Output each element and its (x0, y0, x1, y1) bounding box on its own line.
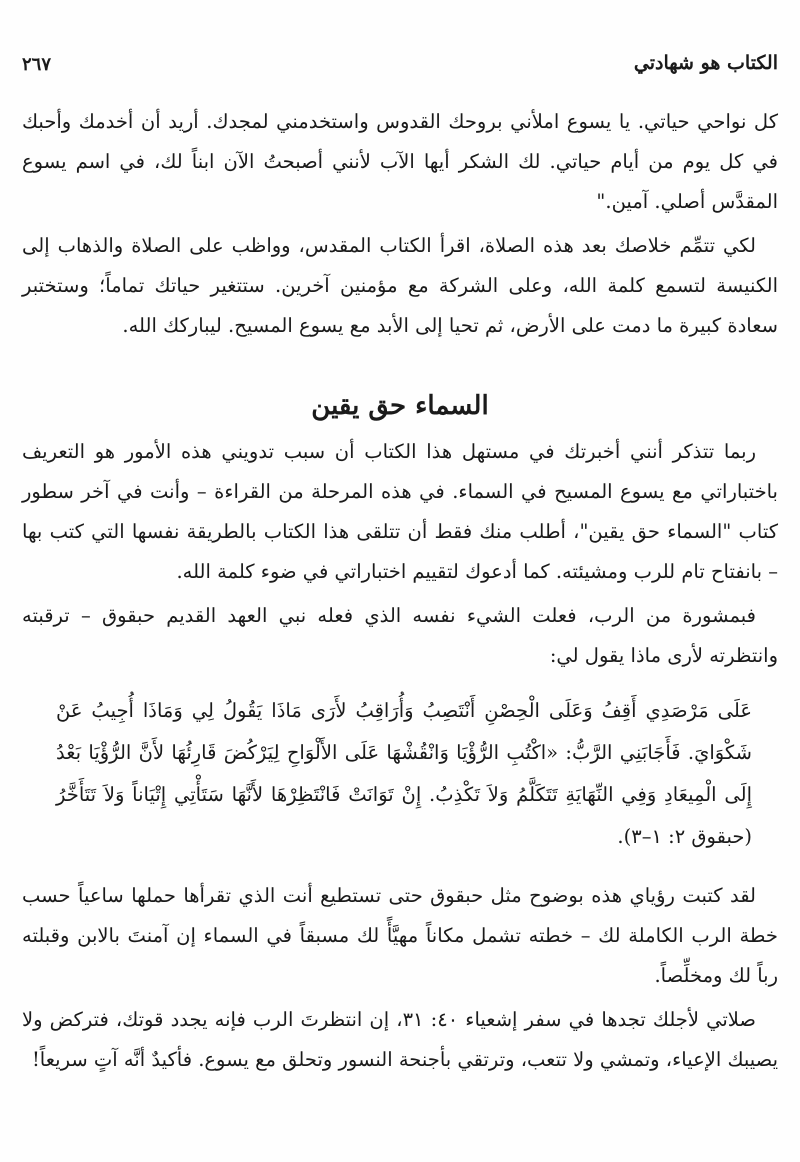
paragraph-prayer-end: كل نواحي حياتي. يا يسوع املأني بروحك القدوس واستخدمني لمجدك. أريد أن أخدمك وأحبك في كل يوم من أيام حياتي. لك الشكر أيها الآب لأنني أصبحتُ الآن ابناً لك، في اسم يسوع المقدَّس أصلي. آمين." (22, 110, 778, 213)
paragraph-prayer-isaiah: صلاتي لأجلك تجدها في سفر إشعياء ٤٠: ٣١، إن انتظرتَ الرب فإنه يجدد قوتك، فتركض ولا يصيبك الإعياء، وتمشي ولا تتعب، وترتقي بأجنحة النسور وتحلق مع يسوع. فأكيدٌ أنَّه آتٍ سريعاً! (22, 1008, 778, 1071)
section-heading: السماء حق يقين (311, 391, 489, 421)
scripture-quote: عَلَى مَرْصَدِي أَقِفُ وَعَلَى الْحِصْنِ أَنْتَصِبُ وَأُرَاقِبُ لأَرَى مَاذَا يَقُولُ لِي وَمَاذَا أُجِيبُ عَنْ شَكْوَايَ. فَأَجَابَنِي الرَّبُّ: «اكْتُبِ الرُّؤْيَا وَانْقُشْهَا عَلَى الأَلْوَاحِ لِيَرْكُضَ قَارِئُهَا لأَنَّ الرُّؤْيَا بَعْدُ إِلَى الْمِيعَادِ وَفِي النِّهَايَةِ تَتَكَلَّمُ وَلاَ تَكْذِبُ. إِنْ تَوَانَتْ فَانْتَظِرْهَا لأَنَّهَا سَتَأْتِي إِتْيَاناً وَلاَ تَتَأَخَّرُ (حبقوق ٢: ١–٣). (56, 699, 752, 848)
page-number: ٢٦٧ (22, 54, 52, 75)
running-title: الكتاب هو شهادتي (633, 52, 778, 74)
running-head (22, 52, 778, 82)
paragraph-purpose: ربما تتذكر أنني أخبرتك في مستهل هذا الكتاب أن سبب تدويني هذه الأمور هو التعريف باختباراتي مع يسوع المسيح في السماء. في هذه المرحلة من القراءة – وأنت في آخر سطور كتاب "السماء حق يقين"، أطلب منك فقط أن تتلقى هذا الكتاب بالطريقة نفسها التي كتب بها – بانفتاح تام للرب ومشيئته. كما أدعوك لتقييم اختباراتي في ضوء كلمة الله. (22, 440, 778, 583)
paragraph-habakkuk-intro: فبمشورة من الرب، فعلت الشيء نفسه الذي فعله نبي العهد القديم حبقوق – ترقبته وانتظرته لأرى ماذا يقول لي: (22, 604, 778, 667)
spacer (22, 858, 778, 872)
page-body (22, 102, 778, 1080)
paragraph-after-prayer: لكي تتمِّم خلاصك بعد هذه الصلاة، اقرأ الكتاب المقدس، وواظب على الصلاة والذهاب إلى الكنيسة لتسمع كلمة الله، وعلى الشركة مع مؤمنين آخرين. ستتغير حياتك تماماً؛ وستختبر سعادة كبيرة ما دمت على الأرض، ثم تحيا إلى الأبد مع يسوع المسيح. ليباركك الله. (22, 234, 778, 337)
paragraph-vision: لقد كتبت رؤياي هذه بوضوح مثل حبقوق حتى تستطيع أنت الذي تقرأها حملها ساعياً حسب خطة الرب الكاملة لك – خطته تشمل مكاناً مهيَّأً لك مسبقاً في السماء إن آمنتَ بالابن وقبلته رباً لك ومخلِّصاً. (22, 884, 778, 987)
